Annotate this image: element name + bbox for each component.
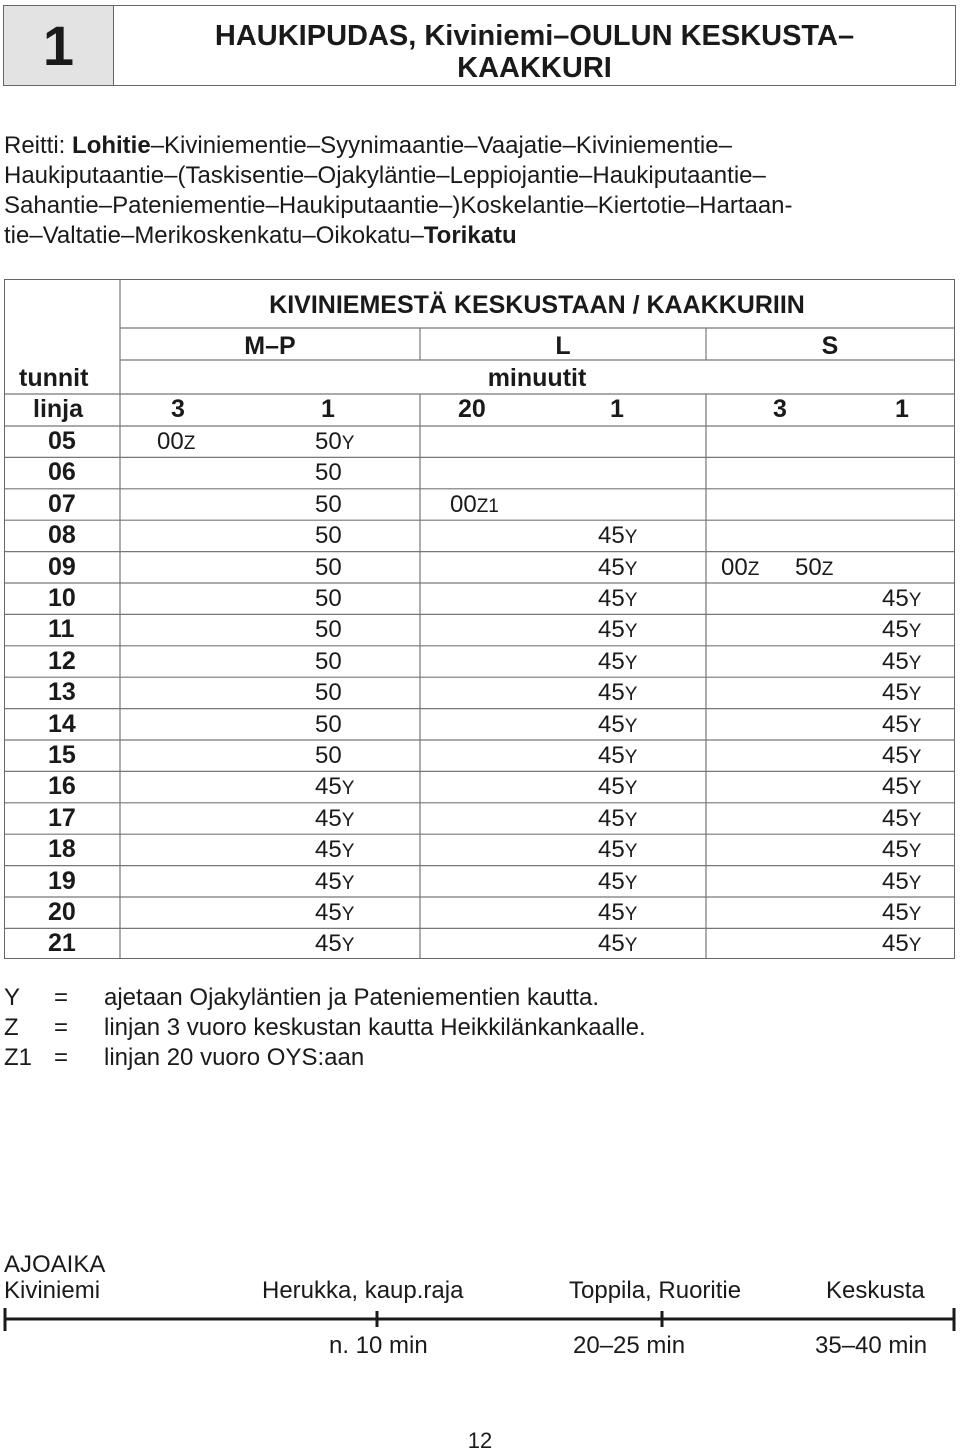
departure-minute: 45 — [882, 836, 909, 864]
hour-cell: 18 — [48, 835, 76, 864]
departure-minute: 50 — [315, 616, 342, 644]
timetable — [4, 279, 955, 959]
departure-minute: 45 — [315, 773, 342, 801]
legend-key: Z1 — [4, 1044, 33, 1071]
departure-note: Z — [821, 558, 834, 580]
departure-note: Z — [183, 433, 196, 454]
departure-minute: 00 — [450, 490, 477, 518]
departure-minute: 50 — [315, 428, 342, 455]
departure-cell — [882, 677, 921, 708]
departure-note: Y — [908, 778, 922, 800]
departure-minute: 45 — [882, 616, 909, 644]
departure-minute: 45 — [598, 836, 625, 864]
departure-cell — [598, 709, 637, 740]
legend-item — [4, 1013, 904, 1043]
hour-cell: 13 — [48, 678, 76, 707]
hour-cell: 07 — [48, 489, 76, 518]
departure-cell — [882, 614, 921, 645]
line-row — [5, 394, 954, 425]
departure-note: Y — [624, 590, 638, 611]
departure-cell — [721, 552, 759, 583]
departure-cell — [315, 803, 354, 834]
departure-note: Y — [908, 684, 922, 706]
departure-cell — [795, 552, 833, 583]
travel-time: 20–25 min — [573, 1332, 686, 1359]
table-row — [5, 803, 954, 834]
legend — [4, 983, 904, 1073]
departure-minute: 45 — [882, 742, 909, 769]
departure-note: Y — [908, 872, 922, 894]
route-end: Torikatu — [423, 222, 517, 249]
travel-time: 35–40 min — [815, 1332, 928, 1359]
departure-cell — [882, 866, 921, 897]
departure-cell — [598, 646, 637, 677]
departure-cell — [598, 771, 637, 802]
line-number: 1 — [895, 395, 909, 423]
departure-cell — [598, 928, 637, 959]
legend-equals: = — [54, 1014, 69, 1041]
route-title — [114, 5, 956, 86]
departure-note: Y — [624, 652, 638, 674]
table-row — [5, 614, 954, 645]
hour-cell: 06 — [48, 458, 76, 487]
departure-cell — [315, 928, 354, 959]
departure-minute: 50 — [315, 553, 342, 581]
legend-equals: = — [54, 1044, 69, 1071]
departure-note: Y — [624, 527, 638, 549]
departure-minute: 45 — [598, 804, 625, 832]
departure-note: Y — [624, 809, 638, 831]
day-l: L — [555, 332, 571, 360]
hour-cell: 16 — [48, 772, 76, 801]
departure-cell — [598, 866, 637, 897]
hour-cell: 21 — [48, 929, 76, 958]
departure-note: Y — [624, 558, 638, 580]
departure-note: Y — [624, 715, 638, 737]
departure-minute: 45 — [315, 899, 342, 926]
departure-minute: 50 — [315, 522, 342, 550]
departure-cell — [882, 928, 921, 959]
departure-cell — [598, 803, 637, 834]
departure-note: Y — [624, 904, 638, 925]
departure-note: Z1 — [476, 495, 499, 517]
departure-minute: 45 — [598, 585, 625, 612]
route-line4: tie–Valtatie–Merikoskenkatu–Oikokatu– — [4, 222, 424, 249]
departure-note: Y — [908, 747, 922, 768]
departure-cell — [882, 897, 921, 928]
hour-cell: 19 — [48, 866, 76, 895]
departure-cell — [315, 709, 342, 740]
departure-cell — [598, 834, 637, 865]
day-s: S — [821, 332, 839, 360]
departure-note: Y — [908, 809, 922, 831]
route-title-line1: HAUKIPUDAS, Kiviniemi–OULUN KESKUSTA– — [214, 20, 855, 52]
departure-cell — [598, 583, 637, 614]
stop-label: Keskusta — [826, 1277, 925, 1304]
departure-minute: 45 — [598, 742, 625, 769]
table-row — [5, 677, 954, 708]
departure-minute: 50 — [315, 585, 342, 612]
line-number: 1 — [610, 395, 624, 423]
departure-minute: 45 — [598, 679, 625, 707]
hour-cell: 17 — [48, 803, 76, 832]
stop-label: Kiviniemi — [4, 1277, 101, 1304]
departure-note: Y — [908, 935, 922, 957]
departure-cell — [450, 489, 499, 520]
departure-note: Y — [341, 809, 355, 831]
hour-cell: 05 — [48, 427, 76, 455]
departure-minute: 45 — [882, 930, 909, 958]
departure-note: Y — [341, 872, 355, 894]
legend-item — [4, 1043, 904, 1073]
departure-cell — [598, 614, 637, 645]
departure-note: Y — [624, 935, 638, 957]
departure-minute: 00 — [721, 553, 748, 581]
departure-cell — [882, 646, 921, 677]
departure-minute: 45 — [882, 899, 909, 926]
departure-cell — [315, 583, 342, 614]
departure-minute: 45 — [882, 773, 909, 801]
timetable-title: KIVINIEMESTÄ KESKUSTAAN / KAAKKURIIN — [269, 291, 805, 319]
departure-minute: 45 — [882, 804, 909, 832]
legend-equals: = — [54, 984, 69, 1011]
line-number: 3 — [171, 395, 185, 423]
departure-cell — [315, 740, 342, 771]
hour-cell: 20 — [48, 898, 76, 926]
hour-cell: 15 — [48, 741, 76, 769]
departure-cell — [315, 426, 354, 457]
departure-cell — [315, 552, 342, 583]
departure-minute: 50 — [315, 710, 342, 738]
departure-minute: 45 — [882, 647, 909, 675]
departure-note: Y — [341, 433, 355, 454]
route-number: 1 — [3, 5, 114, 86]
departure-cell — [598, 520, 637, 551]
table-row — [5, 834, 954, 865]
departure-cell — [882, 583, 921, 614]
departure-minute: 45 — [598, 522, 625, 550]
line-number: 3 — [773, 395, 787, 423]
departure-minute: 50 — [315, 647, 342, 675]
departure-minute: 50 — [315, 679, 342, 707]
day-mp: M–P — [244, 332, 296, 360]
departure-minute: 45 — [315, 836, 342, 864]
departure-minute: 45 — [315, 930, 342, 958]
hour-cell: 12 — [48, 646, 76, 675]
departure-minute: 45 — [315, 804, 342, 832]
departure-note: Y — [624, 778, 638, 800]
legend-key: Y — [4, 984, 21, 1011]
line-label: linja — [33, 395, 84, 423]
departure-cell — [315, 489, 342, 520]
table-row — [5, 552, 954, 583]
departure-note: Z — [747, 558, 760, 580]
departure-cell — [598, 677, 637, 708]
departure-minute: 45 — [882, 679, 909, 707]
departure-minute: 50 — [795, 553, 822, 581]
route-description — [4, 131, 956, 251]
departure-note: Y — [908, 715, 922, 737]
departure-note: Y — [908, 590, 922, 611]
departure-minute: 00 — [157, 428, 184, 455]
route-label: Reitti: — [4, 132, 66, 159]
departure-cell — [315, 866, 354, 897]
hour-cell: 14 — [48, 709, 76, 738]
departure-note: Y — [341, 778, 355, 800]
departure-note: Y — [624, 872, 638, 894]
departure-minute: 50 — [315, 490, 342, 518]
departure-cell — [598, 552, 637, 583]
departure-minute: 45 — [598, 899, 625, 926]
departure-note: Y — [624, 621, 638, 643]
line-number: 1 — [321, 395, 335, 423]
departure-minute: 45 — [598, 773, 625, 801]
table-row — [5, 646, 954, 677]
route-title-line2: KAAKKURI — [457, 52, 612, 84]
departure-cell — [315, 614, 342, 645]
table-row — [5, 426, 954, 457]
day-row — [5, 331, 954, 362]
table-row — [5, 583, 954, 614]
timetable-title-row — [5, 285, 954, 322]
departure-cell — [157, 426, 195, 457]
line-number: 20 — [458, 395, 486, 423]
departure-cell — [882, 709, 921, 740]
departure-note: Y — [908, 652, 922, 674]
departure-minute: 50 — [315, 459, 342, 487]
departure-cell — [882, 771, 921, 802]
hour-cell: 10 — [48, 584, 76, 612]
departure-minute: 45 — [598, 710, 625, 738]
legend-text: ajetaan Ojakyläntien ja Pateniementien kautta. — [104, 984, 599, 1011]
table-row — [5, 520, 954, 551]
legend-text: linjan 3 vuoro keskustan kautta Heikkilänkankaalle. — [104, 1014, 646, 1041]
departure-minute: 45 — [882, 585, 909, 612]
departure-note: Y — [341, 935, 355, 957]
travel-time-line — [0, 1305, 960, 1335]
departure-note: Y — [624, 841, 638, 863]
departure-note: Y — [908, 841, 922, 863]
table-row — [5, 771, 954, 802]
departure-note: Y — [624, 684, 638, 706]
departure-minute: 45 — [882, 867, 909, 895]
departure-minute: 45 — [598, 616, 625, 644]
departure-cell — [882, 834, 921, 865]
stop-label: Toppila, Ruoritie — [569, 1277, 742, 1304]
departure-cell — [315, 771, 354, 802]
label-row — [5, 363, 954, 394]
hours-label: tunnit — [19, 364, 89, 392]
route-line2: Haukiputaantie–(Taskisentie–Ojakyläntie–Leppiojantie–Haukiputaantie– — [4, 162, 766, 189]
table-row — [5, 866, 954, 897]
departure-note: Y — [341, 904, 355, 925]
stop-label: Herukka, kaup.raja — [262, 1277, 464, 1304]
departure-note: Y — [908, 621, 922, 643]
departure-minute: 45 — [598, 867, 625, 895]
legend-item — [4, 983, 904, 1013]
departure-cell — [315, 457, 342, 488]
departure-minute: 45 — [882, 710, 909, 738]
table-row — [5, 457, 954, 488]
departure-minute: 50 — [315, 742, 342, 769]
departure-cell — [315, 677, 342, 708]
legend-text: linjan 20 vuoro OYS:aan — [104, 1044, 365, 1071]
departure-cell — [598, 740, 637, 771]
departure-note: Y — [624, 747, 638, 768]
departure-note: Y — [908, 904, 922, 925]
departure-cell — [315, 897, 354, 928]
departure-note: Y — [341, 841, 355, 863]
departure-minute: 45 — [315, 867, 342, 895]
departure-cell — [315, 834, 354, 865]
departure-minute: 45 — [598, 930, 625, 958]
route-line3: Sahantie–Pateniementie–Haukiputaantie–)Koskelantie–Kiertotie–Hartaan- — [4, 192, 793, 219]
route-line1: –Kiviniementie–Syynimaantie–Vaajatie–Kiviniementie– — [150, 132, 732, 159]
departure-minute: 45 — [598, 553, 625, 581]
minutes-label: minuutit — [487, 364, 587, 392]
route-start: Lohitie — [72, 132, 151, 159]
table-row — [5, 489, 954, 520]
travel-time: n. 10 min — [329, 1332, 428, 1359]
departure-cell — [315, 520, 342, 551]
departure-cell — [882, 740, 921, 771]
table-row — [5, 928, 954, 959]
table-row — [5, 709, 954, 740]
travel-time-title: AJOAIKA — [4, 1251, 106, 1278]
hour-cell: 09 — [48, 552, 76, 581]
hour-cell: 08 — [48, 521, 76, 550]
departure-cell — [598, 897, 637, 928]
hour-cell: 11 — [48, 615, 75, 644]
departure-cell — [315, 646, 342, 677]
page-number: 12 — [467, 1428, 493, 1453]
departure-minute: 45 — [598, 647, 625, 675]
table-row — [5, 740, 954, 771]
legend-key: Z — [4, 1014, 19, 1041]
table-row — [5, 897, 954, 928]
departure-cell — [882, 803, 921, 834]
